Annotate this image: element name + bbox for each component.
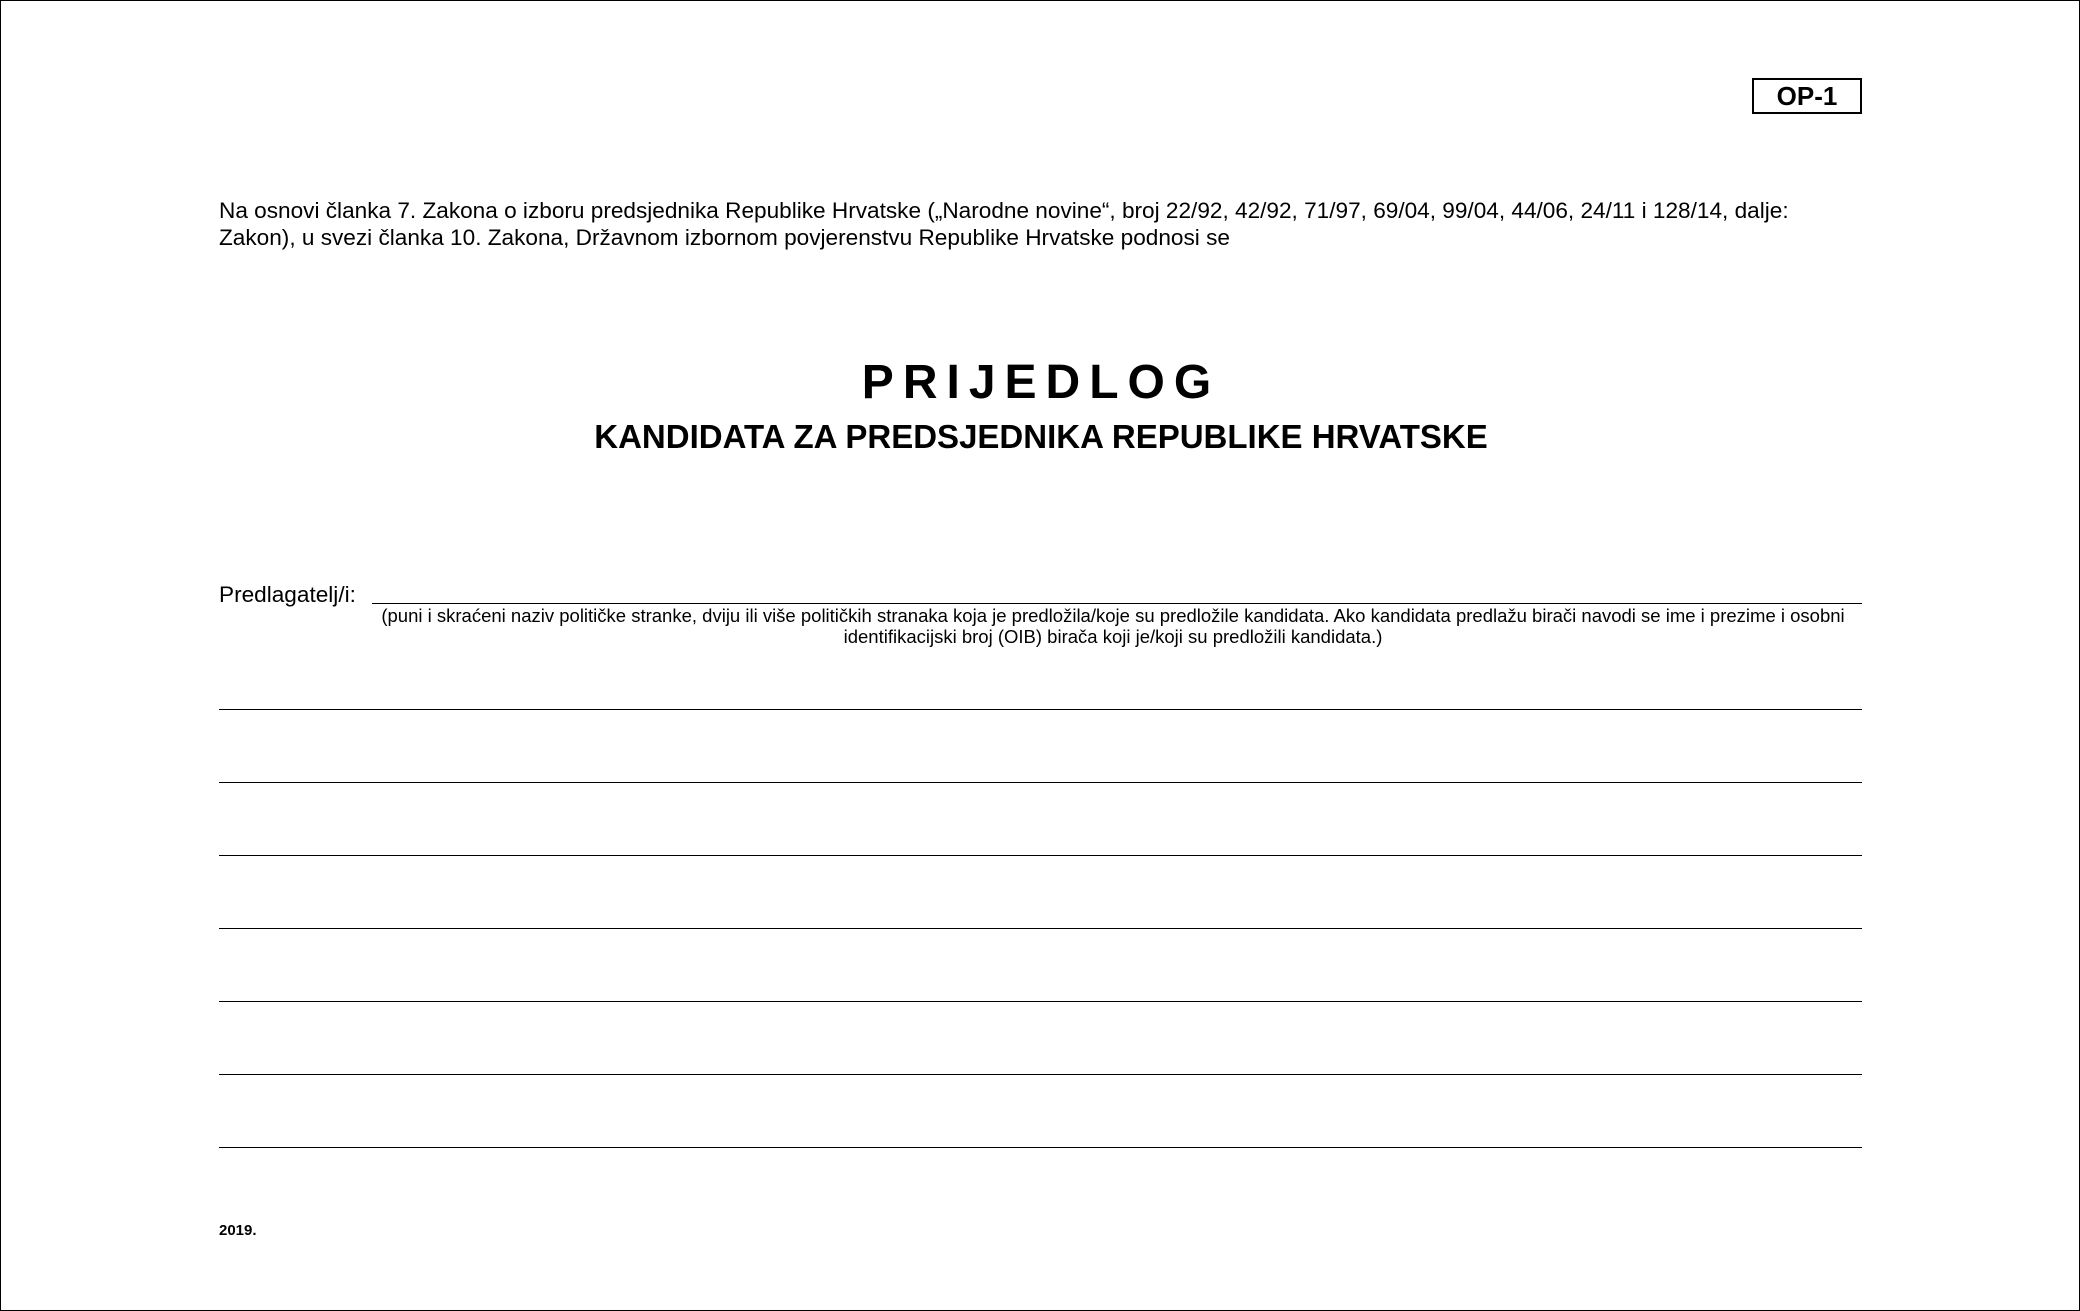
proposer-instruction-note: (puni i skraćeni naziv političke stranke, dviju ili više političkih stranaka koja je predložila/koje su predložile kandidata. Ako kandidata predlažu birači navodi se ime i prezime i osobni identifikacijski broj (OIB) birača koji je/koji su predložili kandidata.) bbox=[381, 605, 1845, 647]
blank-writing-line[interactable] bbox=[219, 782, 1862, 783]
proposer-label: Predlagatelj/i: bbox=[219, 582, 356, 607]
legal-basis-text: Na osnovi članka 7. Zakona o izboru predsjednika Republike Hrvatske („Narodne novine“, broj 22/92, 42/92, 71/97, 69/04, 99/04, 44/06, 24/11 i 128/14, dalje: Zakon), u svezi članka 10. Zakona, Državnom izbornom povjerenstvu Republike Hrvatske podnosi se bbox=[219, 198, 1789, 250]
blank-writing-line[interactable] bbox=[219, 1001, 1862, 1002]
blank-writing-line[interactable] bbox=[219, 855, 1862, 856]
form-code-box: OP-1 bbox=[1752, 78, 1862, 114]
blank-writing-line[interactable] bbox=[219, 1147, 1862, 1148]
proposer-input-line[interactable] bbox=[372, 603, 1862, 604]
blank-writing-line[interactable] bbox=[219, 1074, 1862, 1075]
blank-writing-line[interactable] bbox=[219, 709, 1862, 710]
form-year: 2019. bbox=[219, 1222, 257, 1239]
document-subtitle: KANDIDATA ZA PREDSJEDNIKA REPUBLIKE HRVATSKE bbox=[594, 418, 1488, 455]
blank-writing-line[interactable] bbox=[219, 928, 1862, 929]
document-title: PRIJEDLOG bbox=[861, 356, 1221, 409]
